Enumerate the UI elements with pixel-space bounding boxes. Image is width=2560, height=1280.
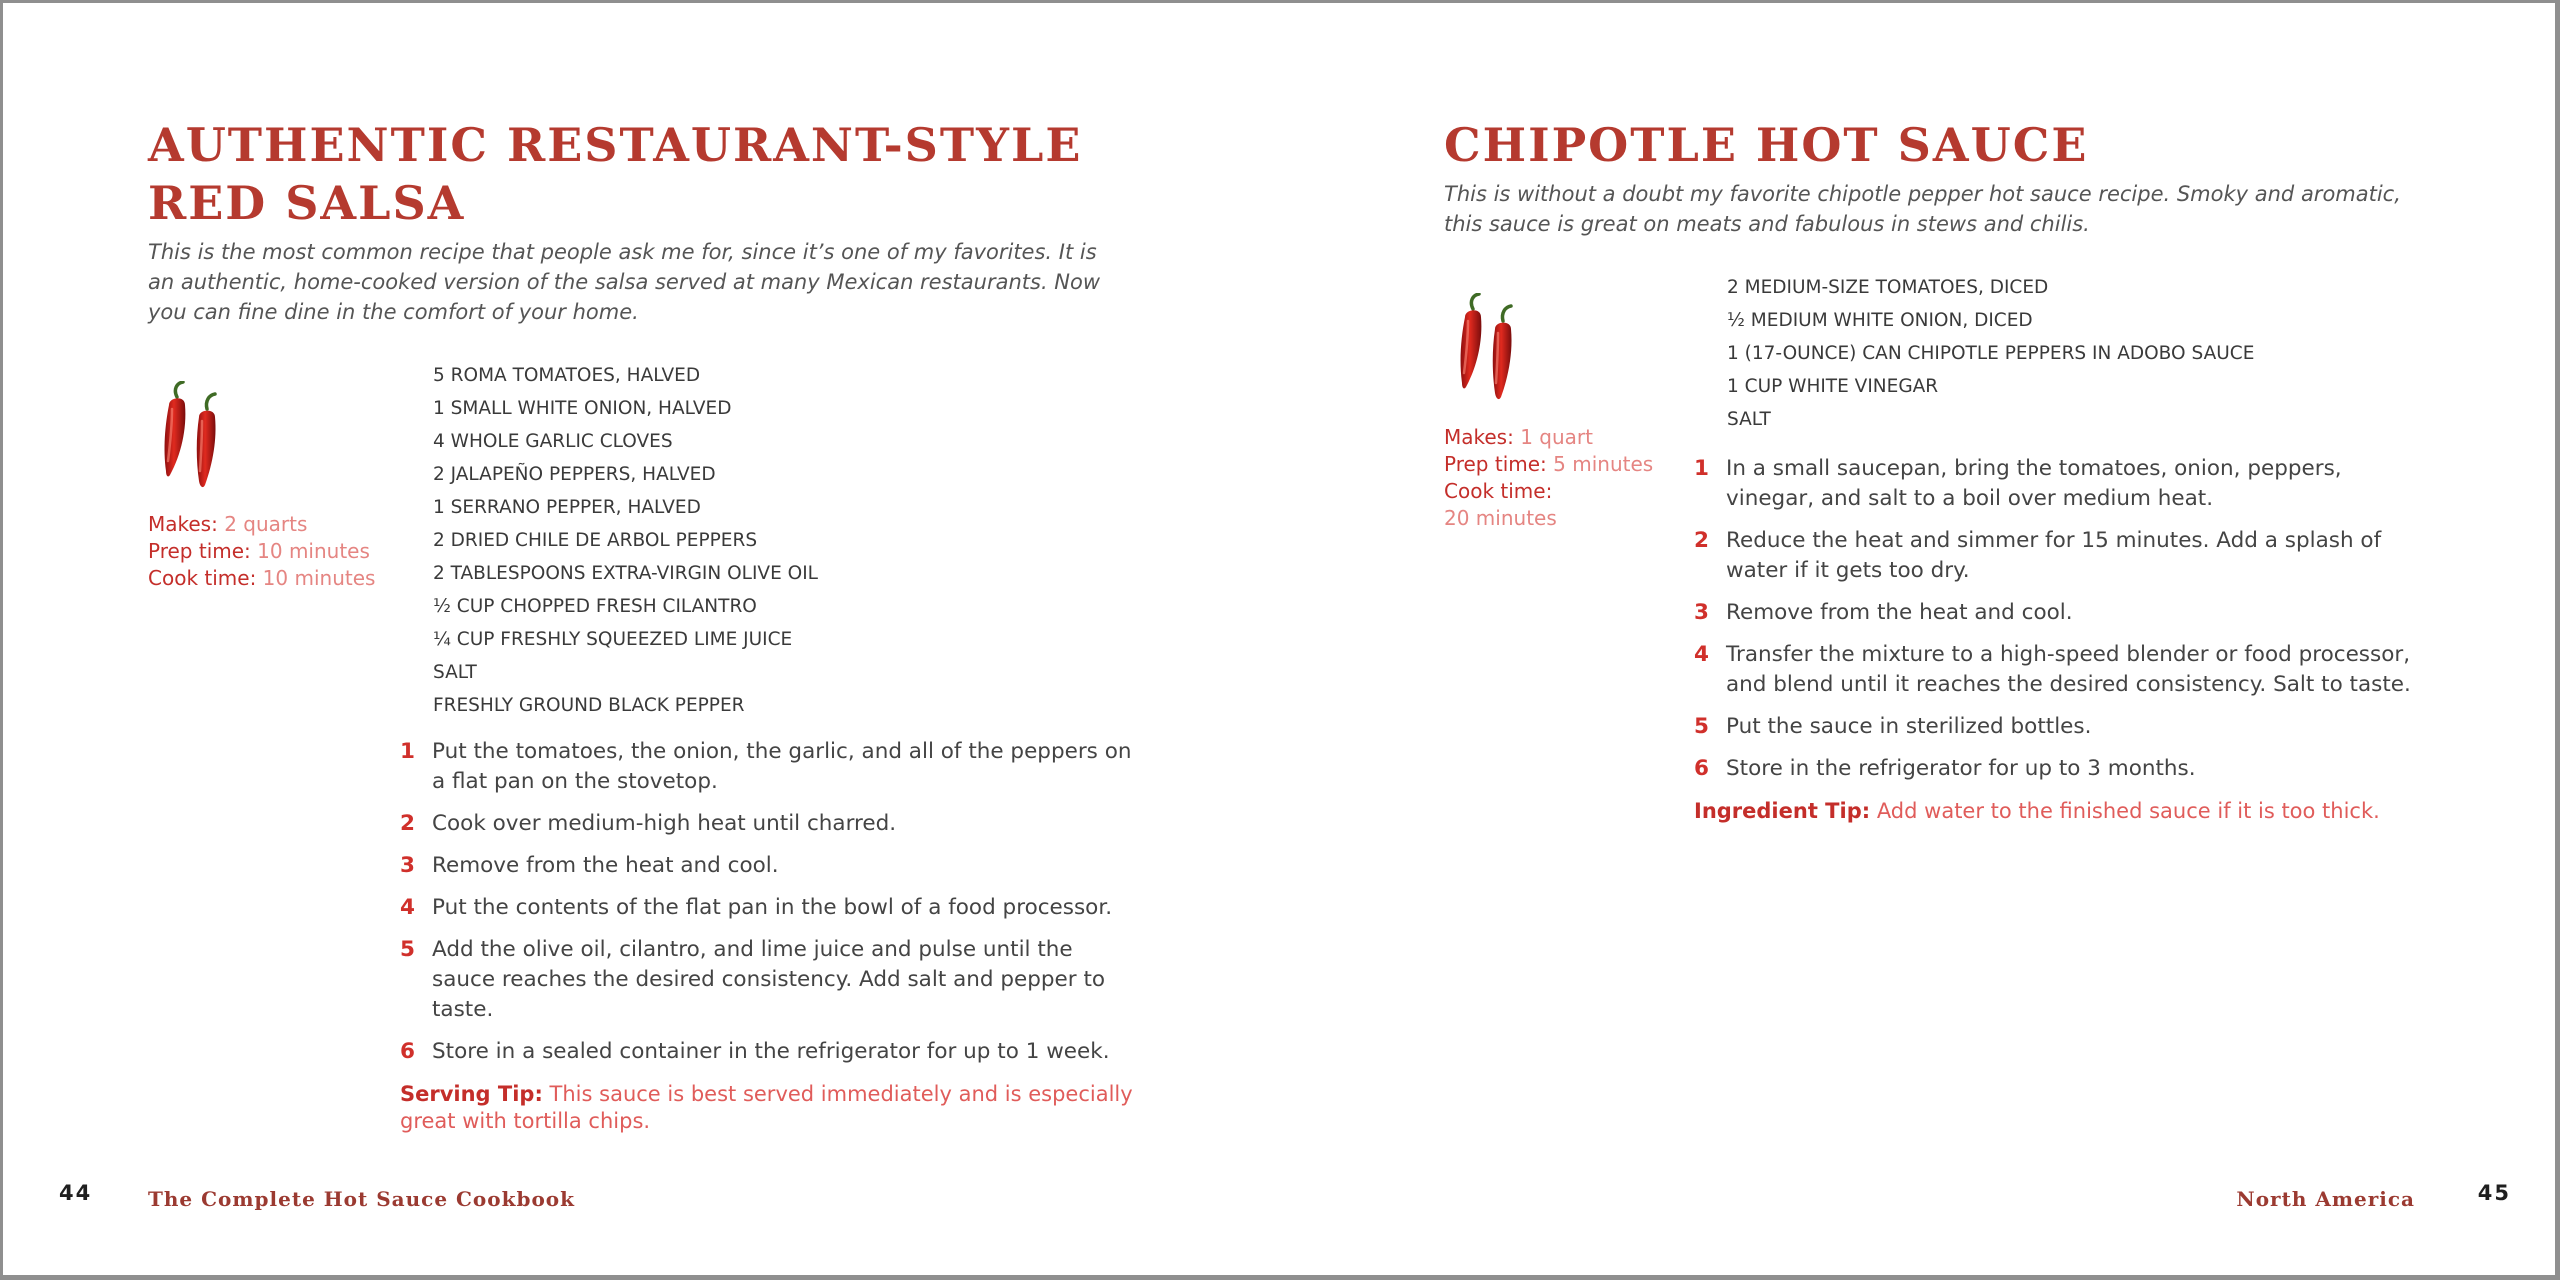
chili-peppers-icon (1449, 293, 1529, 403)
ingredient-item: 1 CUP WHITE VINEGAR (1727, 376, 1939, 397)
book-spread (3, 3, 2555, 1275)
prep-time-row (1444, 451, 1659, 478)
step-number: 6 (400, 1039, 415, 1064)
prep-time-row (148, 538, 375, 565)
prep-time-value: 5 minutes (1553, 452, 1654, 476)
makes-row (1444, 424, 1659, 451)
step-text: In a small saucepan, bring the tomatoes, onion, peppers, vinegar, and salt to a boil over medium heat. (1726, 456, 2342, 511)
step-number: 1 (400, 739, 415, 764)
title-line-2: RED SALSA (148, 176, 466, 230)
right-page (1279, 3, 2555, 1275)
recipe-meta (148, 511, 375, 592)
step-text: Add the olive oil, cilantro, and lime juice and pulse until the sauce reaches the desired consistency. Add salt and pepper to taste. (432, 937, 1106, 1022)
recipe-intro: This is without a doubt my favorite chipotle pepper hot sauce recipe. Smoky and aromatic, this sauce is great on meats and fabulous in stews and chilis. (1444, 182, 2401, 236)
ingredient-item: ½ MEDIUM WHITE ONION, DICED (1727, 310, 2033, 331)
page-number: 45 (2477, 1181, 2511, 1205)
ingredient-item: 1 SMALL WHITE ONION, HALVED (433, 398, 732, 419)
directions (1694, 454, 2429, 825)
step-item (400, 893, 1135, 923)
cook-time-label: Cook time: (148, 566, 257, 590)
ingredient-list (1727, 271, 2254, 436)
step-number: 2 (1694, 528, 1709, 553)
step-item (1694, 526, 2429, 586)
ingredient-item: ½ CUP CHOPPED FRESH CILANTRO (433, 596, 757, 617)
step-item (1694, 754, 2429, 784)
step-number: 2 (400, 811, 415, 836)
step-number: 3 (1694, 600, 1709, 625)
step-text: Put the sauce in sterilized bottles. (1726, 714, 2092, 739)
prep-time-label: Prep time: (1444, 452, 1547, 476)
ingredient-tip (1694, 798, 2429, 825)
cook-time-value: 10 minutes (262, 566, 376, 590)
recipe-title (148, 116, 1082, 232)
step-item (1694, 454, 2429, 514)
page-number: 44 (59, 1181, 93, 1205)
step-item (400, 809, 1135, 839)
prep-time-value: 10 minutes (257, 539, 370, 563)
ingredient-item: 2 TABLESPOONS EXTRA-VIRGIN OLIVE OIL (433, 563, 818, 584)
running-head: North America (2236, 1187, 2415, 1211)
step-item (1694, 712, 2429, 742)
step-text: Cook over medium-high heat until charred. (432, 811, 897, 836)
step-text: Put the tomatoes, the onion, the garlic, and all of the peppers on a flat pan on the stovetop. (432, 739, 1132, 794)
cook-time-value: 20 minutes (1444, 506, 1557, 530)
step-number: 4 (400, 895, 415, 920)
makes-value: 2 quarts (224, 512, 308, 536)
makes-label: Makes: (148, 512, 218, 536)
cook-time-label: Cook time: (1444, 479, 1553, 503)
ingredient-item: 4 WHOLE GARLIC CLOVES (433, 431, 673, 452)
chili-peppers-icon (153, 381, 233, 491)
step-number: 5 (400, 937, 415, 962)
ingredient-list (433, 359, 818, 722)
ingredient-item: 2 DRIED CHILE DE ARBOL PEPPERS (433, 530, 758, 551)
ingredient-item: ¼ CUP FRESHLY SQUEEZED LIME JUICE (433, 629, 793, 650)
step-number: 4 (1694, 642, 1709, 667)
left-page (3, 3, 1279, 1275)
step-item (1694, 640, 2429, 700)
ingredient-item: 1 SERRANO PEPPER, HALVED (433, 497, 701, 518)
step-item (400, 737, 1135, 797)
tip-text: Add water to the finished sauce if it is too thick. (1876, 799, 2380, 823)
step-list (400, 737, 1135, 1067)
directions (400, 737, 1135, 1135)
makes-value: 1 quart (1520, 425, 1593, 449)
recipe-meta (1444, 424, 1659, 532)
running-head: The Complete Hot Sauce Cookbook (148, 1187, 575, 1211)
step-item (400, 1037, 1135, 1067)
serving-tip (400, 1081, 1135, 1135)
ingredient-item: 2 MEDIUM-SIZE TOMATOES, DICED (1727, 277, 2049, 298)
step-text: Reduce the heat and simmer for 15 minutes. Add a splash of water if it gets too dry. (1726, 528, 2382, 583)
step-text: Put the contents of the flat pan in the bowl of a food processor. (432, 895, 1113, 920)
ingredient-item: SALT (1727, 409, 1771, 430)
tip-label: Ingredient Tip: (1694, 799, 1871, 823)
ingredient-item: 5 ROMA TOMATOES, HALVED (433, 365, 701, 386)
makes-row (148, 511, 375, 538)
makes-label: Makes: (1444, 425, 1514, 449)
ingredient-item: 1 (17-OUNCE) CAN CHIPOTLE PEPPERS IN ADOBO SAUCE (1727, 343, 2255, 364)
step-text: Store in a sealed container in the refrigerator for up to 1 week. (432, 1039, 1110, 1064)
ingredient-item: FRESHLY GROUND BLACK PEPPER (433, 695, 745, 716)
step-list (1694, 454, 2429, 784)
step-text: Store in the refrigerator for up to 3 months. (1726, 756, 2196, 781)
ingredient-item: SALT (433, 662, 477, 683)
step-text: Remove from the heat and cool. (1726, 600, 2073, 625)
step-item (400, 935, 1135, 1025)
cook-time-row (148, 565, 375, 592)
cook-time-row (1444, 478, 1659, 532)
tip-text: This sauce is best served immediately and is especially great with tortilla chips. (400, 1082, 1133, 1133)
tip-label: Serving Tip: (400, 1082, 543, 1106)
step-item (400, 851, 1135, 881)
prep-time-label: Prep time: (148, 539, 251, 563)
recipe-title: CHIPOTLE HOT SAUCE (1444, 118, 2089, 172)
step-text: Remove from the heat and cool. (432, 853, 779, 878)
ingredient-item: 2 JALAPEÑO PEPPERS, HALVED (433, 464, 716, 485)
title-line-1: AUTHENTIC RESTAURANT-STYLE (148, 118, 1083, 172)
step-number: 6 (1694, 756, 1709, 781)
step-number: 3 (400, 853, 415, 878)
step-text: Transfer the mixture to a high-speed blender or food processor, and blend until it reaches the desired consistency. Salt to taste. (1726, 642, 2411, 697)
step-number: 5 (1694, 714, 1709, 739)
step-number: 1 (1694, 456, 1709, 481)
step-item (1694, 598, 2429, 628)
recipe-intro: This is the most common recipe that people ask me for, since it’s one of my favorites. It is an authentic, home-cooked version of the salsa served at many Mexican restaurants. Now you can fine dine in the comfort of your home. (148, 240, 1101, 324)
